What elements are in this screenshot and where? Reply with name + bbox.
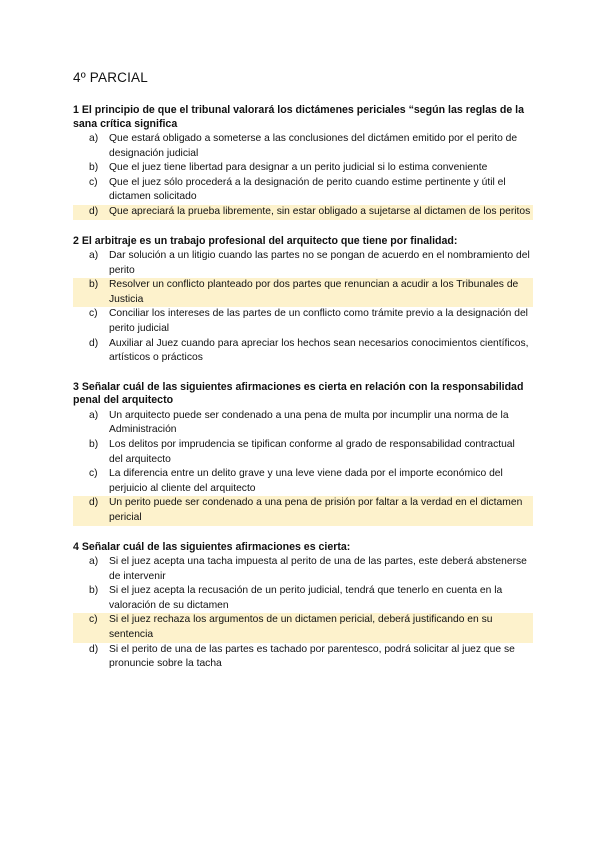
- question-text: 4 Señalar cuál de las siguientes afirmaciones es cierta:: [73, 540, 351, 553]
- option-letter: c): [89, 176, 98, 188]
- option-text: Los delitos por imprudencia se tipifican conforme al grado de responsabilidad contractual del arquitecto: [109, 439, 515, 465]
- question-1: [73, 104, 533, 220]
- option-text: Un arquitecto puede ser condenado a una pena de multa por incumplir una norma de la Administración: [109, 409, 509, 436]
- option-a: [73, 555, 533, 584]
- option-text: Auxiliar al Juez cuando para apreciar los hechos sean necesarios conocimientos científicos, artísticos o prácticos: [109, 337, 529, 364]
- question-3: [73, 381, 533, 526]
- option-text: Que estará obligado a someterse a las conclusiones del dictámen emitido por el perito de designación judicial: [109, 133, 518, 159]
- option-c: [73, 176, 533, 205]
- option-c: [73, 467, 533, 496]
- option-b: [73, 584, 533, 613]
- document-page: [73, 70, 533, 687]
- option-c: [73, 613, 533, 642]
- option-text: Si el juez rechaza los argumentos de un dictamen pericial, deberá justificando en su sentencia: [109, 614, 493, 641]
- option-text: Si el juez acepta una tacha impuesta al perito de una de las partes, este deberá abstenerse de intervenir: [109, 556, 527, 582]
- option-text: Un perito puede ser condenado a una pena de prisión por faltar a la verdad en el dictamen pericial: [109, 497, 523, 523]
- question-2: [73, 235, 533, 366]
- option-text: Conciliar los intereses de las partes de un conflicto como trámite previo a la designación del perito judicial: [109, 308, 528, 335]
- option-c: [73, 307, 533, 336]
- option-a: [73, 249, 533, 278]
- option-text: Que el juez sólo procederá a la designación de perito cuando estime pertinente y útil el dictamen solicitado: [109, 176, 506, 203]
- option-letter: c): [89, 468, 98, 480]
- question-text: 2 El arbitraje es un trabajo profesional del arquitecto que tiene por finalidad:: [73, 234, 458, 247]
- option-letter: a): [89, 409, 99, 421]
- option-b: [73, 278, 533, 307]
- option-b: [73, 438, 533, 467]
- option-a: [73, 409, 533, 438]
- option-list: [73, 249, 533, 366]
- option-letter: b): [89, 279, 99, 291]
- option-letter: d): [89, 337, 99, 349]
- option-a: [73, 132, 533, 161]
- option-b: [73, 161, 533, 176]
- option-d: [73, 496, 533, 525]
- option-list: [73, 409, 533, 526]
- option-text: Que apreciará la prueba libremente, sin estar obligado a sujetarse al dictamen de los peritos: [109, 205, 531, 217]
- option-letter: d): [89, 205, 99, 217]
- option-letter: a): [89, 250, 99, 262]
- option-d: [73, 337, 533, 366]
- option-letter: b): [89, 585, 99, 597]
- option-letter: b): [89, 439, 99, 450]
- option-text: Dar solución a un litigio cuando las partes no se pongan de acuerdo en el nombramiento del perito: [109, 250, 530, 276]
- question-text: 3 Señalar cuál de las siguientes afirmaciones es cierta en relación con la responsabilidad penal del arquitecto: [73, 380, 524, 407]
- question-4: [73, 541, 533, 672]
- option-letter: d): [89, 497, 99, 509]
- option-text: Resolver un conflicto planteado por dos partes que renuncian a acudir a los Tribunales de Justicia: [109, 279, 519, 305]
- option-letter: a): [89, 133, 99, 144]
- option-text: Que el juez tiene libertad para designar a un perito judicial si lo estima conveniente: [109, 162, 488, 174]
- option-list: [73, 555, 533, 672]
- option-letter: c): [89, 614, 98, 626]
- option-text: Si el juez acepta la recusación de un perito judicial, tendrá que tenerlo en cuenta en la valoración de su dictamen: [109, 585, 503, 611]
- option-letter: a): [89, 556, 99, 568]
- option-d: [73, 643, 533, 672]
- option-list: [73, 132, 533, 220]
- option-letter: c): [89, 308, 98, 320]
- question-text: 1 El principio de que el tribunal valorará los dictámenes periciales “según las reglas de la sana crítica significa: [73, 104, 524, 130]
- page-title: 4º PARCIAL: [73, 70, 148, 85]
- option-letter: d): [89, 643, 99, 655]
- option-letter: b): [89, 162, 99, 174]
- option-text: La diferencia entre un delito grave y una leve viene dada por el importe económico del perjuicio al cliente del arquitecto: [109, 468, 503, 494]
- option-text: Si el perito de una de las partes es tachado por parentesco, podrá solicitar al juez que se pronuncie sobre la tacha: [109, 643, 515, 670]
- option-d: [73, 205, 533, 220]
